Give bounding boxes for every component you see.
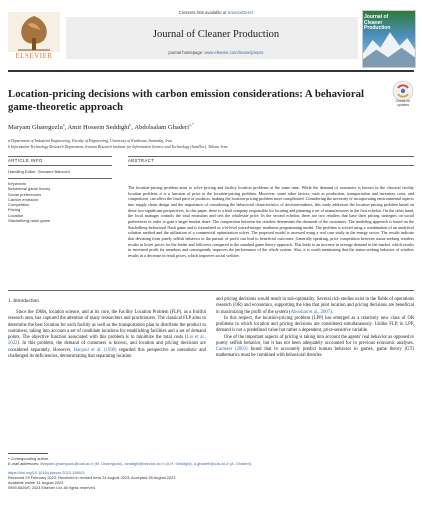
keywords-block bbox=[8, 181, 112, 223]
cover-title-line: Production bbox=[364, 25, 391, 32]
abstract-rule bbox=[128, 156, 414, 157]
cover-title bbox=[364, 15, 414, 32]
journal-homepage bbox=[96, 50, 336, 55]
article-info-rule bbox=[8, 165, 112, 166]
contents-line bbox=[96, 10, 336, 15]
intro-text: regarded this perspective as unrealistic and challenged its deficiencies, demonstrating that separating location bbox=[8, 347, 206, 359]
email-line bbox=[8, 461, 308, 466]
keywords-label: Keywords: bbox=[8, 181, 27, 186]
cover-title-line: Journal of bbox=[364, 14, 389, 20]
keyword: Pricing bbox=[8, 207, 21, 213]
footnote-rule bbox=[8, 453, 48, 454]
keyword: Competition bbox=[8, 202, 30, 208]
introduction-heading: 1. Introduction bbox=[8, 298, 39, 304]
keyword: Location bbox=[8, 212, 24, 218]
sciencedirect-link[interactable]: ScienceDirect bbox=[227, 10, 254, 15]
keyword: Social preferences bbox=[8, 191, 42, 197]
article-info-rule bbox=[8, 156, 112, 157]
available-online: Available online 31 August 2023 bbox=[8, 480, 64, 486]
author-list: Maryam Gharegozlu$^a$, Amir Hossein Seddighi$^b$, Abdolsalam Ghaderi$^{a,*}$ bbox=[8, 122, 194, 132]
doi-link[interactable]: https://doi.org/10.1016/j.jclepro.2023.138621 bbox=[8, 469, 86, 475]
homepage-link[interactable]: www.elsevier.com/locate/jclepro bbox=[204, 50, 264, 55]
intro-paragraph bbox=[216, 335, 414, 360]
cover-title-line: Cleaner bbox=[364, 19, 383, 26]
handling-editor: Handling Editor: Giovanni Baiocchi bbox=[8, 169, 70, 174]
affiliation: b Information Technology Research Department, Iranian Research Institute for Information Science and Technology (IranDoc), Tehran, Iran bbox=[8, 145, 228, 149]
author-affiliation-mark: b bbox=[129, 122, 132, 127]
contents-prefix: Contents lists available at bbox=[178, 10, 227, 15]
intro-paragraph bbox=[216, 297, 414, 316]
keyword: Carbon emission bbox=[8, 196, 39, 202]
publisher-name: ELSEVIER bbox=[15, 52, 53, 60]
abstract-rule bbox=[128, 165, 414, 166]
abstract-text: The location-pricing problem aims to solve pricing and facility location problems at the same time. While the demand of customers is known in the classical facility location problem, it is a function of price in the location-pricing problem. Moreover, some other factors, such as production, transportation and inventory costs, and competition, can affect the final price of products, making the location-pricing problem more complicated. Considering the necessity of incorporating environmental aspects into supply chain design and the importance of considering the behavioral characteristics of decision-makers, this study addresses the location-pricing problem based on these two significant perspectives. In this paper, there is a lead company responsible for locating and planning a set of manufacturers in the first echelon. On the other hand, the focal manager controls the total emissions and sets the wholesale price. In the second echelon, there are two retailers that base their pricing strategies on social preferences in order to gain a larger market share. The competition between the retailers determines the demands of the customers. The modeling approach is based on the Stackelberg-behavioral Nash game and is formulated as a bi-level mixed-integer nonlinear programming model. The problem is solved using a combination of an analytical solution method and the utilization of a commercial optimization solver. The proposed model is assessed using a real case study in the energy sector. The results indicate that deviating from purely selfish behavior in the pursuit of profit can lead to beneficial outcomes. Generally speaking, price competition between status-seeking retailers results in lower prices for the leader and followers compared to the standard game theory approach. This leads to an increase in average demand in the market, which results in increased profit for members and consequently improves the performance of the whole system. Also, it is worth mentioning that the status-seeking behavior of retailers results in a decrease in retail prices, which improves social welfare. bbox=[128, 185, 414, 258]
email-label: E-mail addresses: bbox=[8, 461, 40, 467]
author-name[interactable]: Abdolsalam Ghaderi bbox=[134, 124, 190, 132]
article-title: Location-pricing decisions with carbon emission considerations: A behavioral game-theoretic approach bbox=[8, 88, 365, 113]
header-divider bbox=[8, 70, 414, 72]
intro-text: ). bbox=[330, 309, 333, 315]
journal-title[interactable]: Journal of Cleaner Production bbox=[152, 29, 280, 40]
homepage-prefix: journal homepage: bbox=[168, 50, 204, 55]
author-name[interactable]: Maryam Gharegozlu bbox=[8, 124, 63, 132]
intro-left-column bbox=[8, 310, 206, 360]
intro-text: Since the 1960s, location science, and at its core, the Facility Location Problem (FLP), as a fruitful research area, has captured the attention of many researchers and practitioners. The classical FLP aims to determine the best location for each facility as well as the transportation plan to distribute the product to customers, taking into account a set of candidate locations for establishing facilities and a set of demand points. The objective function associated with this problem is to minimize the total costs ( bbox=[8, 310, 206, 340]
keyword: Stackelberg-nash game bbox=[8, 218, 51, 224]
abstract-end-rule bbox=[8, 290, 414, 291]
check-for-updates-label[interactable]: Check for updates bbox=[395, 99, 411, 107]
article-info-heading: ARTICLE INFO bbox=[8, 158, 43, 163]
citation-link[interactable]: Camerer (2003) bbox=[216, 347, 248, 352]
keyword-list bbox=[8, 186, 112, 223]
corresponding-author-note: * Corresponding author. bbox=[8, 456, 50, 461]
footnote-block bbox=[8, 456, 308, 491]
intro-text: ). In this problem, the demand of customers is known, and location and pricing decisions are considered separately. However, bbox=[8, 341, 206, 353]
keyword: Behavioral game theory bbox=[8, 186, 51, 192]
author-name[interactable]: Amir Hossein Seddighi bbox=[67, 124, 130, 132]
intro-paragraph bbox=[8, 310, 206, 360]
copyright-line: 0959-6526/© 2023 Elsevier Ltd. All rights reserved. bbox=[8, 485, 96, 491]
intro-text: found that to accurately predict human behavior in games, game theory (GT) mathematics must be combined with behavioral theories bbox=[216, 347, 414, 359]
citation-link[interactable]: Aboolian et al., 2007 bbox=[290, 309, 331, 315]
citation-link[interactable]: Hanjoul et al. (1990) bbox=[73, 347, 117, 353]
intro-text: One of the important aspects of pricing is taking into account the agents' real behavior as opposed to purely selfish behavior, but it has not been adequately accounted for in previous economic analyses. bbox=[216, 334, 414, 346]
affiliation: a Department of Industrial Engineering, Faculty of Engineering, University of Kurdistan, Sanandaj, Iran bbox=[8, 139, 172, 143]
intro-paragraph: In this respect, the location-pricing problem (LPP) has emerged as a relatively new class of OR problems in which location and pricing decisions are considered simultaneously. Unlike FLP, in LPP, demand is not a predefined value but rather a dependent, price-sensitive variable. bbox=[216, 315, 414, 334]
email-addresses[interactable]: Maryam.gharegozlu@uok.ac.ir (M. Gharegozlu), seddighi@irandoc.ac.ir (A.H. Seddighi), a.ghaderi@uok.ac.ir (A. Ghaderi). bbox=[40, 461, 253, 467]
abstract-heading: ABSTRACT bbox=[128, 158, 155, 163]
citation-link[interactable]: Liu et al., 2022 bbox=[8, 335, 206, 347]
author-affiliation-mark: a bbox=[62, 122, 65, 127]
intro-right-column bbox=[216, 297, 414, 360]
received-dates: Received 25 February 2023; Received in revised form 24 August 2023; Accepted 28 August 2023 bbox=[8, 474, 176, 480]
intro-text: and pricing decisions would result in sub-optimality. Several rich studies exist in the fields of operations research (OR) and economics, supporting the idea that joint location and pricing decisions are beneficial in maximizing the profit of the system ( bbox=[216, 297, 414, 315]
author-affiliation-mark: a,* bbox=[189, 122, 194, 127]
